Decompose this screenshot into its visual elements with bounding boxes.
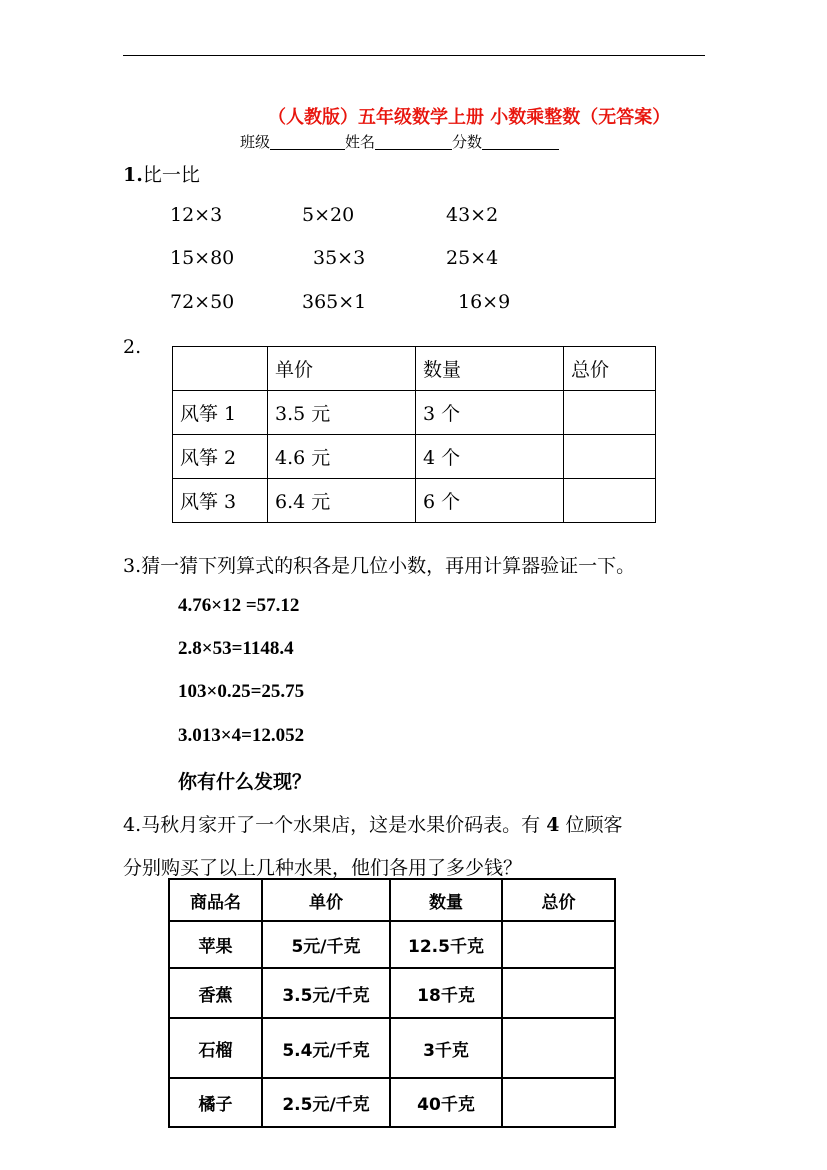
header-rule xyxy=(123,55,705,56)
table-cell: 5元/千克 xyxy=(262,921,390,968)
answer-cell[interactable] xyxy=(564,435,656,479)
q1-number: 1. xyxy=(123,164,143,186)
q1-heading xyxy=(123,160,200,187)
q1-expression: 43×2 xyxy=(446,204,499,226)
q3-equation: 103×0.25=25.75 xyxy=(178,681,305,702)
table-cell: 2.5元/千克 xyxy=(262,1078,390,1127)
table-header-cell: 总价 xyxy=(564,347,656,391)
q3-number: 3. xyxy=(123,555,142,577)
q4-customer-count: 4 xyxy=(546,814,560,836)
table-header-cell: 总价 xyxy=(502,879,615,921)
q4-line-2: 分别购买了以上几种水果，他们各用了多少钱？ xyxy=(123,857,523,879)
q1-expression: 5×20 xyxy=(302,204,355,226)
table-header-cell: 单价 xyxy=(268,347,416,391)
worksheet-title: （人教版）五年级数学上册 小数乘整数（无答案） xyxy=(268,107,671,128)
score-label: 分数 xyxy=(452,133,483,151)
q1-expression: 72×50 xyxy=(170,291,235,313)
table-cell: 风筝 1 xyxy=(173,391,268,435)
table-cell: 6.4 元 xyxy=(268,479,416,523)
table-header-cell xyxy=(173,347,268,391)
table-cell: 橘子 xyxy=(169,1078,262,1127)
kite-price-table xyxy=(172,346,656,523)
table-cell: 18千克 xyxy=(390,968,502,1018)
q1-expression: 15×80 xyxy=(170,247,235,269)
table-cell: 风筝 2 xyxy=(173,435,268,479)
q1-expression: 25×4 xyxy=(446,247,499,269)
table-cell: 12.5千克 xyxy=(390,921,502,968)
answer-cell[interactable] xyxy=(502,1018,615,1078)
answer-cell[interactable] xyxy=(502,921,615,968)
table-cell: 6 个 xyxy=(416,479,564,523)
q1-expression: 365×1 xyxy=(302,291,367,313)
q4-text-b: 位顾客 xyxy=(559,814,623,836)
table-cell: 苹果 xyxy=(169,921,262,968)
table-cell: 4 个 xyxy=(416,435,564,479)
student-info-line xyxy=(240,131,559,152)
table-header-cell: 商品名 xyxy=(169,879,262,921)
q1-expression: 16×9 xyxy=(458,291,511,313)
q4-text-a: 马秋月家开了一个水果店，这是水果价码表。有 xyxy=(141,814,547,836)
table-row xyxy=(169,1018,615,1078)
q3-equation: 3.013×4=12.052 xyxy=(178,725,305,746)
q3-heading xyxy=(123,551,635,578)
answer-cell[interactable] xyxy=(564,479,656,523)
table-row xyxy=(169,921,615,968)
answer-cell[interactable] xyxy=(502,968,615,1018)
q3-followup: 你有什么发现？ xyxy=(178,771,312,793)
table-row xyxy=(173,391,656,435)
table-row xyxy=(173,479,656,523)
q3-equation: 2.8×53=1148.4 xyxy=(178,638,294,659)
q4-line-1 xyxy=(123,810,622,837)
table-cell: 40千克 xyxy=(390,1078,502,1127)
table-cell: 石榴 xyxy=(169,1018,262,1078)
table-cell: 3 个 xyxy=(416,391,564,435)
table-cell: 风筝 3 xyxy=(173,479,268,523)
table-cell: 3.5元/千克 xyxy=(262,968,390,1018)
q1-prompt: 比一比 xyxy=(142,164,200,186)
table-header-cell: 单价 xyxy=(262,879,390,921)
table-row xyxy=(173,435,656,479)
answer-cell[interactable] xyxy=(502,1078,615,1127)
table-cell: 5.4元/千克 xyxy=(262,1018,390,1078)
q1-expression: 12×3 xyxy=(170,204,223,226)
table-header-cell: 数量 xyxy=(390,879,502,921)
table-cell: 香蕉 xyxy=(169,968,262,1018)
q1-expression: 35×3 xyxy=(313,247,366,269)
name-label: 姓名 xyxy=(345,133,376,151)
table-row xyxy=(169,1078,615,1127)
fruit-price-table xyxy=(168,878,616,1128)
table-row xyxy=(169,968,615,1018)
q2-number: 2. xyxy=(123,336,142,358)
table-cell: 4.6 元 xyxy=(268,435,416,479)
class-label: 班级 xyxy=(240,133,271,151)
q4-number: 4. xyxy=(123,814,142,836)
class-blank xyxy=(270,133,345,150)
table-cell: 3千克 xyxy=(390,1018,502,1078)
q3-prompt: 猜一猜下列算式的积各是几位小数，再用计算器验证一下。 xyxy=(141,555,636,577)
table-header-row xyxy=(169,879,615,921)
table-cell: 3.5 元 xyxy=(268,391,416,435)
table-header-row xyxy=(173,347,656,391)
name-blank xyxy=(375,133,452,150)
score-blank xyxy=(482,133,559,150)
q3-equation: 4.76×12 =57.12 xyxy=(178,595,300,616)
answer-cell[interactable] xyxy=(564,391,656,435)
table-header-cell: 数量 xyxy=(416,347,564,391)
